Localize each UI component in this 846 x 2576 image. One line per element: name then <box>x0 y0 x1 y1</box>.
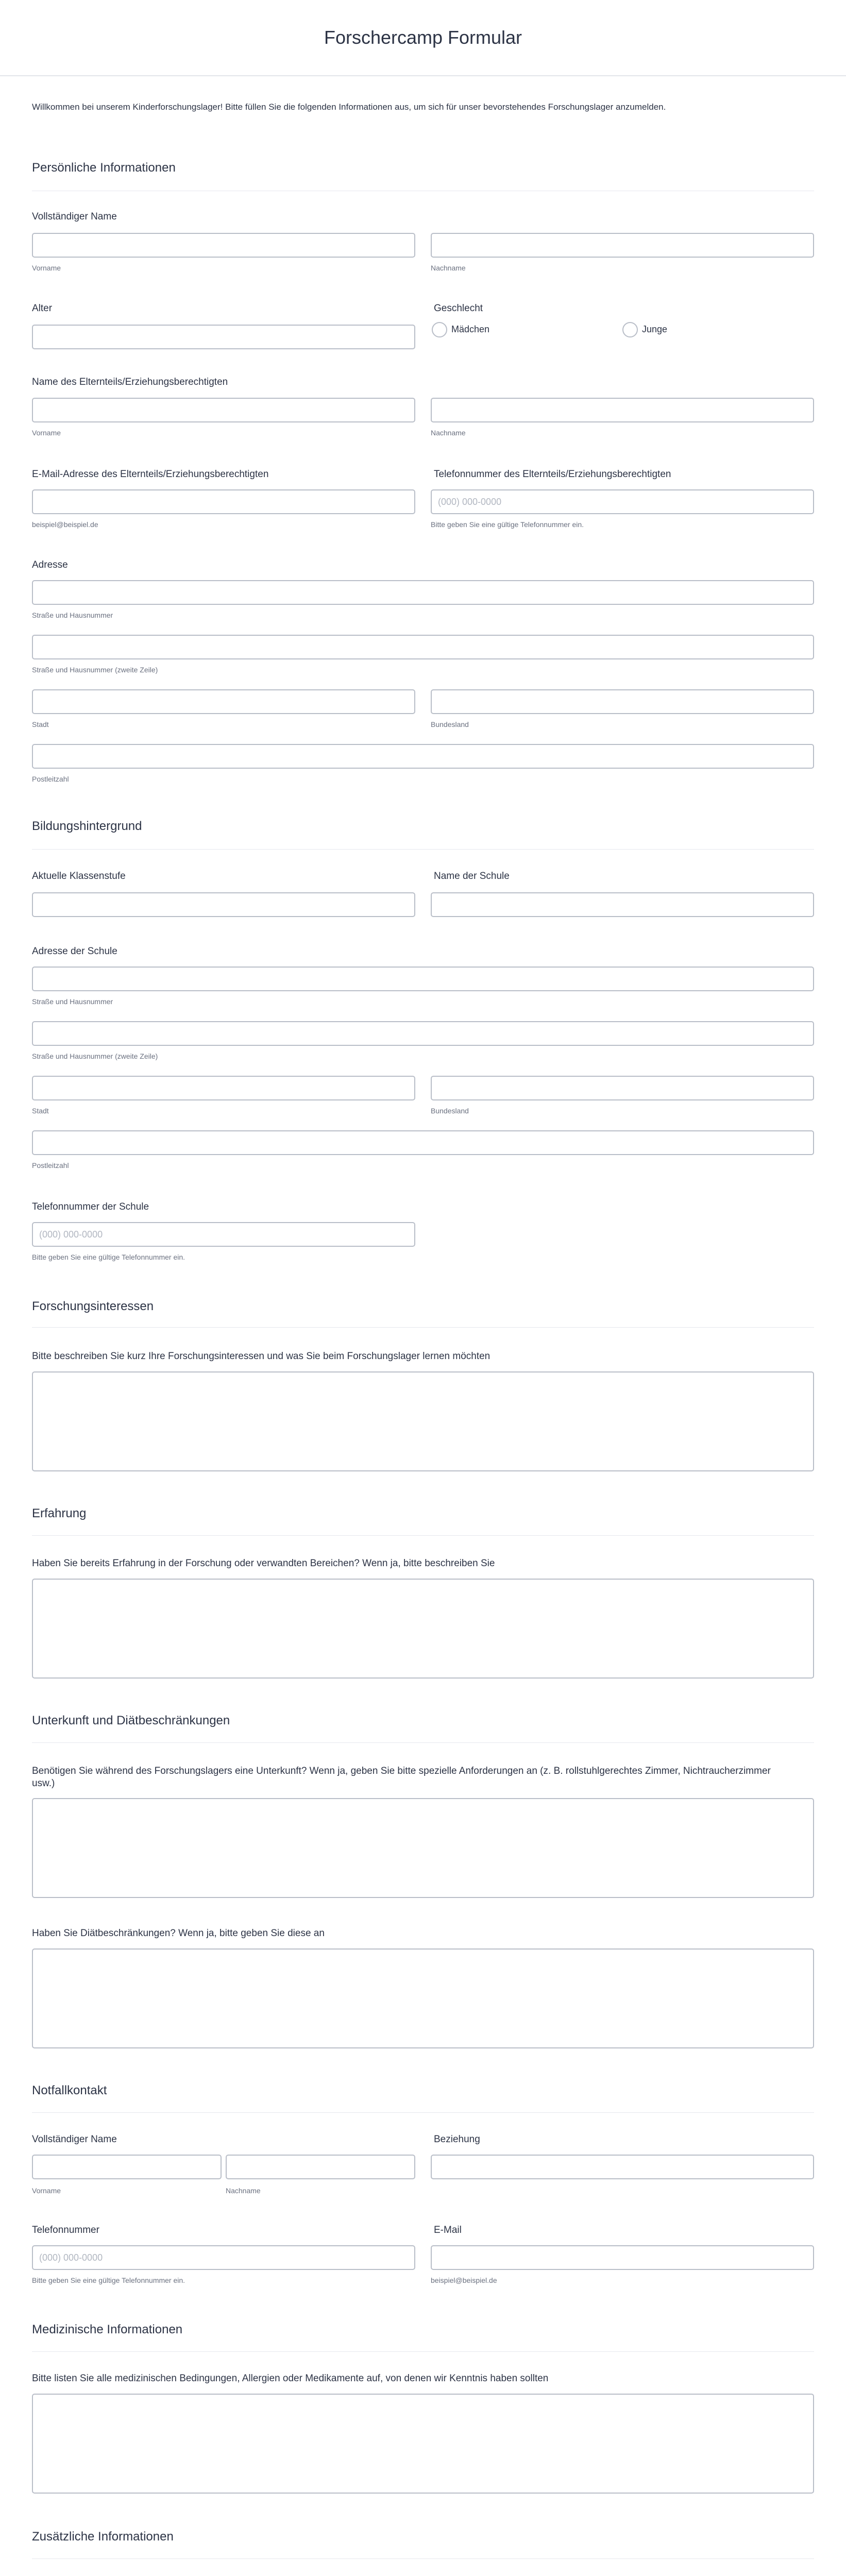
medical-textarea[interactable] <box>32 2394 814 2494</box>
section-emergency-heading: Notfallkontakt <box>32 2083 107 2097</box>
relation-input[interactable] <box>431 2155 814 2179</box>
state-input[interactable] <box>431 689 814 714</box>
emergency-name-label: Vollständiger Name <box>32 2134 117 2145</box>
school-name-input[interactable] <box>431 892 814 917</box>
section-divider <box>32 849 814 850</box>
gender-option-girl: Mädchen <box>451 324 490 334</box>
school-address-label: Adresse der Schule <box>32 946 117 957</box>
experience-textarea[interactable] <box>32 1579 814 1679</box>
parent-phone-sublabel: Bitte geben Sie eine gültige Telefonnummer ein. <box>431 520 584 529</box>
relation-label: Beziehung <box>434 2134 480 2145</box>
research-question: Bitte beschreiben Sie kurz Ihre Forschungsinteressen und was Sie beim Forschungslager lernen möchten <box>32 1351 490 1362</box>
age-input[interactable] <box>32 325 415 349</box>
section-divider <box>32 2351 814 2352</box>
school-street-sublabel: Straße und Hausnummer <box>32 997 113 1006</box>
emergency-first-name-input[interactable] <box>32 2155 222 2179</box>
gender-label: Geschlecht <box>434 303 483 314</box>
diet-textarea[interactable] <box>32 1948 814 2048</box>
full-name-label: Vollständiger Name <box>32 211 117 222</box>
street-input[interactable] <box>32 580 814 605</box>
parent-first-name-input[interactable] <box>32 398 415 422</box>
section-personal-heading: Persönliche Informationen <box>32 161 176 175</box>
gender-option-boy: Junge <box>642 324 668 334</box>
school-state-input[interactable] <box>431 1076 814 1100</box>
school-zip-sublabel: Postleitzahl <box>32 1161 69 1170</box>
last-name-sublabel: Nachname <box>431 264 466 272</box>
school-phone-sublabel: Bitte geben Sie eine gültige Telefonnummer ein. <box>32 1253 185 1261</box>
school-phone-input[interactable] <box>32 1222 415 1247</box>
parent-first-name-sublabel: Vorname <box>32 429 61 437</box>
first-name-input[interactable] <box>32 233 415 258</box>
diet-question: Haben Sie Diätbeschränkungen? Wenn ja, bitte geben Sie diese an <box>32 1928 325 1939</box>
last-name-input[interactable] <box>431 233 814 258</box>
zip-sublabel: Postleitzahl <box>32 775 69 783</box>
school-street2-sublabel: Straße und Hausnummer (zweite Zeile) <box>32 1052 158 1060</box>
school-street-input[interactable] <box>32 967 814 991</box>
street2-input[interactable] <box>32 635 814 659</box>
section-medical-heading: Medizinische Informationen <box>32 2323 183 2336</box>
emergency-last-name-sublabel: Nachname <box>226 2187 261 2195</box>
city-input[interactable] <box>32 689 415 714</box>
parent-last-name-sublabel: Nachname <box>431 429 466 437</box>
school-phone-placeholder: (000) 000-0000 <box>39 1229 103 1240</box>
school-city-input[interactable] <box>32 1076 415 1100</box>
intro-text: Willkommen bei unserem Kinderforschungslager! Bitte füllen Sie die folgenden Informationen aus, um sich für unser bevorstehendes Forschungslager anzumelden. <box>32 102 666 112</box>
state-sublabel: Bundesland <box>431 720 469 728</box>
address-label: Adresse <box>32 560 68 570</box>
gender-radio-boy[interactable] <box>622 322 638 337</box>
parent-phone-placeholder: (000) 000-0000 <box>438 497 502 507</box>
form-title: Forschercamp Formular <box>324 27 522 48</box>
school-city-sublabel: Stadt <box>32 1107 49 1115</box>
emergency-phone-sublabel: Bitte geben Sie eine gültige Telefonnummer ein. <box>32 2276 185 2284</box>
section-experience-heading: Erfahrung <box>32 1506 87 1520</box>
school-state-sublabel: Bundesland <box>431 1107 469 1115</box>
street-sublabel: Straße und Hausnummer <box>32 611 113 619</box>
parent-email-label: E-Mail-Adresse des Elternteils/Erziehungsberechtigten <box>32 469 269 480</box>
section-additional-heading: Zusätzliche Informationen <box>32 2530 174 2544</box>
street2-sublabel: Straße und Hausnummer (zweite Zeile) <box>32 666 158 674</box>
form-header <box>0 0 846 76</box>
parent-email-sublabel: beispiel@beispiel.de <box>32 520 98 529</box>
lodging-question: Benötigen Sie während des Forschungslagers eine Unterkunft? Wenn ja, geben Sie bitte spezielle Anforderungen an (z. B. rollstuhlgerechtes Zimmer, Nichtraucherzimmer usw.) <box>32 1766 771 1789</box>
section-lodging-heading: Unterkunft und Diätbeschränkungen <box>32 1714 230 1727</box>
section-divider <box>32 1742 814 1743</box>
section-education-heading: Bildungshintergrund <box>32 819 142 833</box>
city-sublabel: Stadt <box>32 720 49 728</box>
emergency-email-sublabel: beispiel@beispiel.de <box>431 2276 497 2284</box>
section-divider <box>32 1327 814 1328</box>
emergency-email-label: E-Mail <box>434 2225 462 2235</box>
parent-phone-label: Telefonnummer des Elternteils/Erziehungsberechtigten <box>434 469 671 480</box>
zip-input[interactable] <box>32 744 814 769</box>
emergency-phone-label: Telefonnummer <box>32 2225 99 2235</box>
parent-email-input[interactable] <box>32 489 415 514</box>
school-zip-input[interactable] <box>32 1130 814 1155</box>
lodging-textarea[interactable] <box>32 1798 814 1898</box>
first-name-sublabel: Vorname <box>32 264 61 272</box>
emergency-email-input[interactable] <box>431 2245 814 2270</box>
experience-question: Haben Sie bereits Erfahrung in der Forschung oder verwandten Bereichen? Wenn ja, bitte beschreiben Sie <box>32 1558 495 1569</box>
parent-name-label: Name des Elternteils/Erziehungsberechtigten <box>32 377 228 387</box>
parent-last-name-input[interactable] <box>431 398 814 422</box>
age-label: Alter <box>32 303 53 314</box>
section-research-heading: Forschungsinteressen <box>32 1299 154 1313</box>
parent-phone-input[interactable] <box>431 489 814 514</box>
research-textarea[interactable] <box>32 1371 814 1471</box>
school-name-label: Name der Schule <box>434 871 510 882</box>
section-divider <box>32 1535 814 1536</box>
school-street2-input[interactable] <box>32 1021 814 1046</box>
grade-input[interactable] <box>32 892 415 917</box>
emergency-first-name-sublabel: Vorname <box>32 2187 61 2195</box>
emergency-phone-placeholder: (000) 000-0000 <box>39 2252 103 2263</box>
grade-label: Aktuelle Klassenstufe <box>32 871 126 882</box>
emergency-last-name-input[interactable] <box>226 2155 415 2179</box>
emergency-phone-input[interactable] <box>32 2245 415 2270</box>
gender-radio-girl[interactable] <box>432 322 447 337</box>
medical-question: Bitte listen Sie alle medizinischen Bedingungen, Allergien oder Medikamente auf, von denen wir Kenntnis haben sollten <box>32 2373 549 2384</box>
section-divider <box>32 2558 814 2559</box>
school-phone-label: Telefonnummer der Schule <box>32 1201 149 1212</box>
section-divider <box>32 2112 814 2113</box>
